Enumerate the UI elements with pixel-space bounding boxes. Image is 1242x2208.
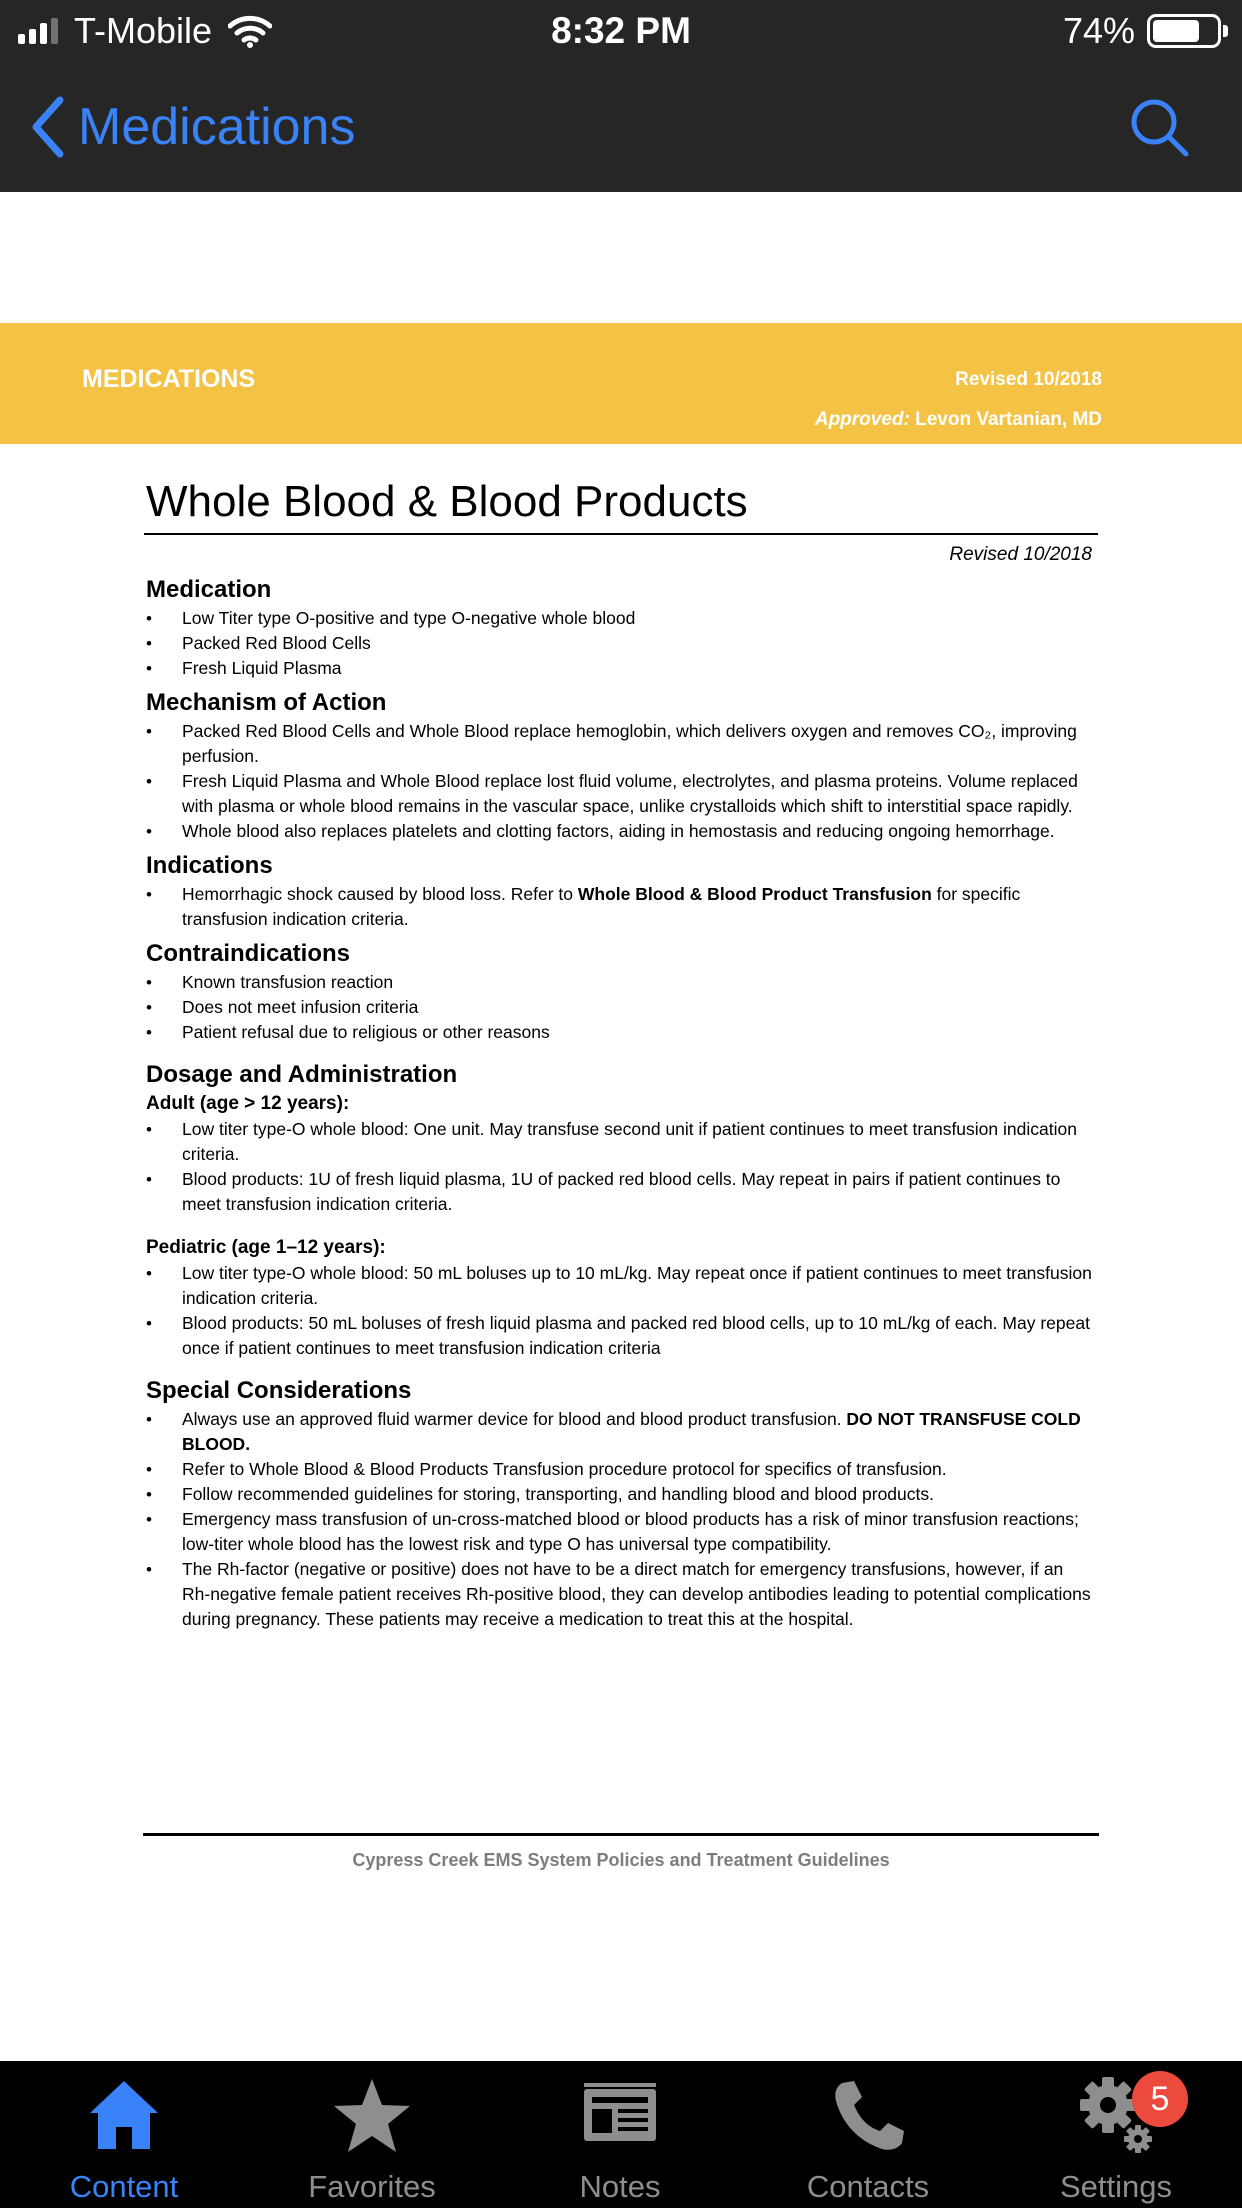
document-revised: Revised 10/2018 [949, 544, 1092, 565]
battery-icon [1147, 14, 1221, 48]
tab-favorites[interactable] [248, 2061, 496, 2208]
list-item [146, 1407, 1096, 1457]
tab-label: Settings [1059, 2169, 1172, 2204]
tab-label: Notes [579, 2169, 661, 2204]
adult-dosage-heading: Adult (age > 12 years): [146, 1093, 350, 1114]
section-heading-dosage: Dosage and Administration [146, 1061, 458, 1088]
navigation-bar [0, 62, 1242, 192]
list-item: • Refer to Whole Blood & Blood Products Transfusion procedure protocol for specifics of transfusion. [146, 1457, 1096, 1482]
indication-text-end: for specific transfusion indication criteria. [182, 884, 1021, 929]
document-title: Whole Blood & Blood Products [146, 477, 748, 526]
banner-title: MEDICATIONS [82, 365, 256, 393]
tab-label: Favorites [308, 2169, 436, 2204]
chevron-left-icon [30, 96, 64, 158]
carrier-name: T-Mobile [74, 10, 213, 51]
tab-settings[interactable] [992, 2061, 1242, 2208]
tab-bar [0, 2061, 1242, 2208]
cold-blood-warning: DO NOT TRANSFUSE COLD BLOOD. [182, 1409, 1081, 1454]
section-heading-contraindications: Contraindications [146, 940, 351, 967]
mechanism-list [146, 719, 1096, 844]
contraindications-list [146, 970, 1096, 1045]
indication-text: Hemorrhagic shock caused by blood loss. Refer to [182, 884, 578, 904]
list-item: • Patient refusal due to religious or other reasons [146, 1020, 1096, 1045]
list-item: • Follow recommended guidelines for storing, transporting, and handling blood and blood products. [146, 1482, 1096, 1507]
pediatric-dosage-heading: Pediatric (age 1–12 years): [146, 1237, 386, 1258]
approved-by: Levon Vartanian, MD [915, 409, 1102, 430]
battery-percent: 74% [1062, 10, 1135, 51]
tab-contacts[interactable] [744, 2061, 992, 2208]
list-item: • Packed Red Blood Cells and Whole Blood replace hemoglobin, which delivers oxygen and removes CO₂, improving perfusion. [146, 719, 1096, 769]
section-heading-special-considerations: Special Considerations [146, 1377, 412, 1404]
back-button[interactable] [30, 92, 355, 162]
medication-list [146, 606, 1096, 681]
section-heading-mechanism: Mechanism of Action [146, 689, 387, 716]
star-icon [332, 2075, 412, 2155]
list-item: • Does not meet infusion criteria [146, 995, 1096, 1020]
indications-list [146, 882, 1096, 932]
phone-icon [828, 2075, 908, 2155]
list-item: • Emergency mass transfusion of un-cross-matched blood or blood products has a risk of minor transfusion reactions; low-titer whole blood has the lowest risk and type O has universal type compatibility. [146, 1507, 1096, 1557]
tab-content[interactable] [0, 2061, 248, 2208]
document-body [146, 472, 1096, 1632]
list-item: • Blood products: 1U of fresh liquid plasma, 1U of packed red blood cells. May repeat in pairs if patient continues to meet transfusion indication criteria. [146, 1167, 1096, 1217]
tab-label: Content [69, 2169, 179, 2204]
battery-level [1153, 20, 1199, 42]
document-footer: Cypress Creek EMS System Policies and Treatment Guidelines [352, 1850, 890, 1870]
search-button[interactable] [1128, 96, 1192, 160]
banner-revised: Revised 10/2018 [955, 369, 1102, 390]
list-item: • Low titer type-O whole blood: 50 mL boluses up to 10 mL/kg. May repeat once if patient continues to meet transfusion indication criteria. [146, 1261, 1096, 1311]
tab-label: Contacts [806, 2169, 930, 2204]
special-considerations-list [146, 1407, 1096, 1632]
list-item: • Whole blood also replaces platelets and clotting factors, aiding in hemostasis and reducing ongoing hemorrhage. [146, 819, 1096, 844]
list-item: • Fresh Liquid Plasma [146, 656, 1096, 681]
list-item [146, 882, 1096, 932]
footer-divider [143, 1833, 1099, 1836]
list-item: • The Rh-factor (negative or positive) does not have to be a direct match for emergency transfusions, however, if an Rh-negative female patient receives Rh-positive blood, they can develop antibodies leading to potential complications during pregnancy. These patients may receive a medication to treat this at the hospital. [146, 1557, 1096, 1632]
list-item: • Low titer type-O whole blood: One unit. May transfuse second unit if patient continues to meet transfusion indication criteria. [146, 1117, 1096, 1167]
section-heading-medication: Medication [146, 576, 272, 603]
status-bar [0, 0, 1242, 62]
search-icon [1128, 96, 1192, 160]
list-item: • Packed Red Blood Cells [146, 631, 1096, 656]
indication-protocol-reference: Whole Blood & Blood Product Transfusion [577, 884, 932, 904]
list-item: • Fresh Liquid Plasma and Whole Blood replace lost fluid volume, electrolytes, and plasma proteins. Volume replaced with plasma or whole blood remains in the vascular space, unlike crystalloids which shift to interstitial space rapidly. [146, 769, 1096, 819]
document-banner [0, 323, 1242, 444]
notification-badge: 5 [1132, 2071, 1188, 2127]
warmer-text: Always use an approved fluid warmer device for blood and blood product transfusion. [182, 1409, 847, 1429]
list-item: • Blood products: 50 mL boluses of fresh liquid plasma and packed red blood cells, up to 10 mL/kg of each. May repeat once if patient continues to meet transfusion indication criteria [146, 1311, 1096, 1361]
approved-label: Approved: [814, 409, 910, 430]
tab-notes[interactable] [496, 2061, 744, 2208]
notes-icon [580, 2075, 660, 2155]
list-item: • Known transfusion reaction [146, 970, 1096, 995]
status-time: 8:32 PM [551, 10, 691, 51]
title-divider [144, 533, 1098, 535]
adult-dosage-list [146, 1117, 1096, 1217]
home-icon [84, 2075, 164, 2155]
battery-nub [1223, 25, 1228, 37]
section-heading-indications: Indications [146, 852, 273, 879]
pediatric-dosage-list [146, 1261, 1096, 1361]
back-button-label: Medications [78, 98, 356, 156]
banner-approved [815, 409, 1102, 431]
status-right [1063, 8, 1228, 54]
list-item: • Low Titer type O-positive and type O-negative whole blood [146, 606, 1096, 631]
